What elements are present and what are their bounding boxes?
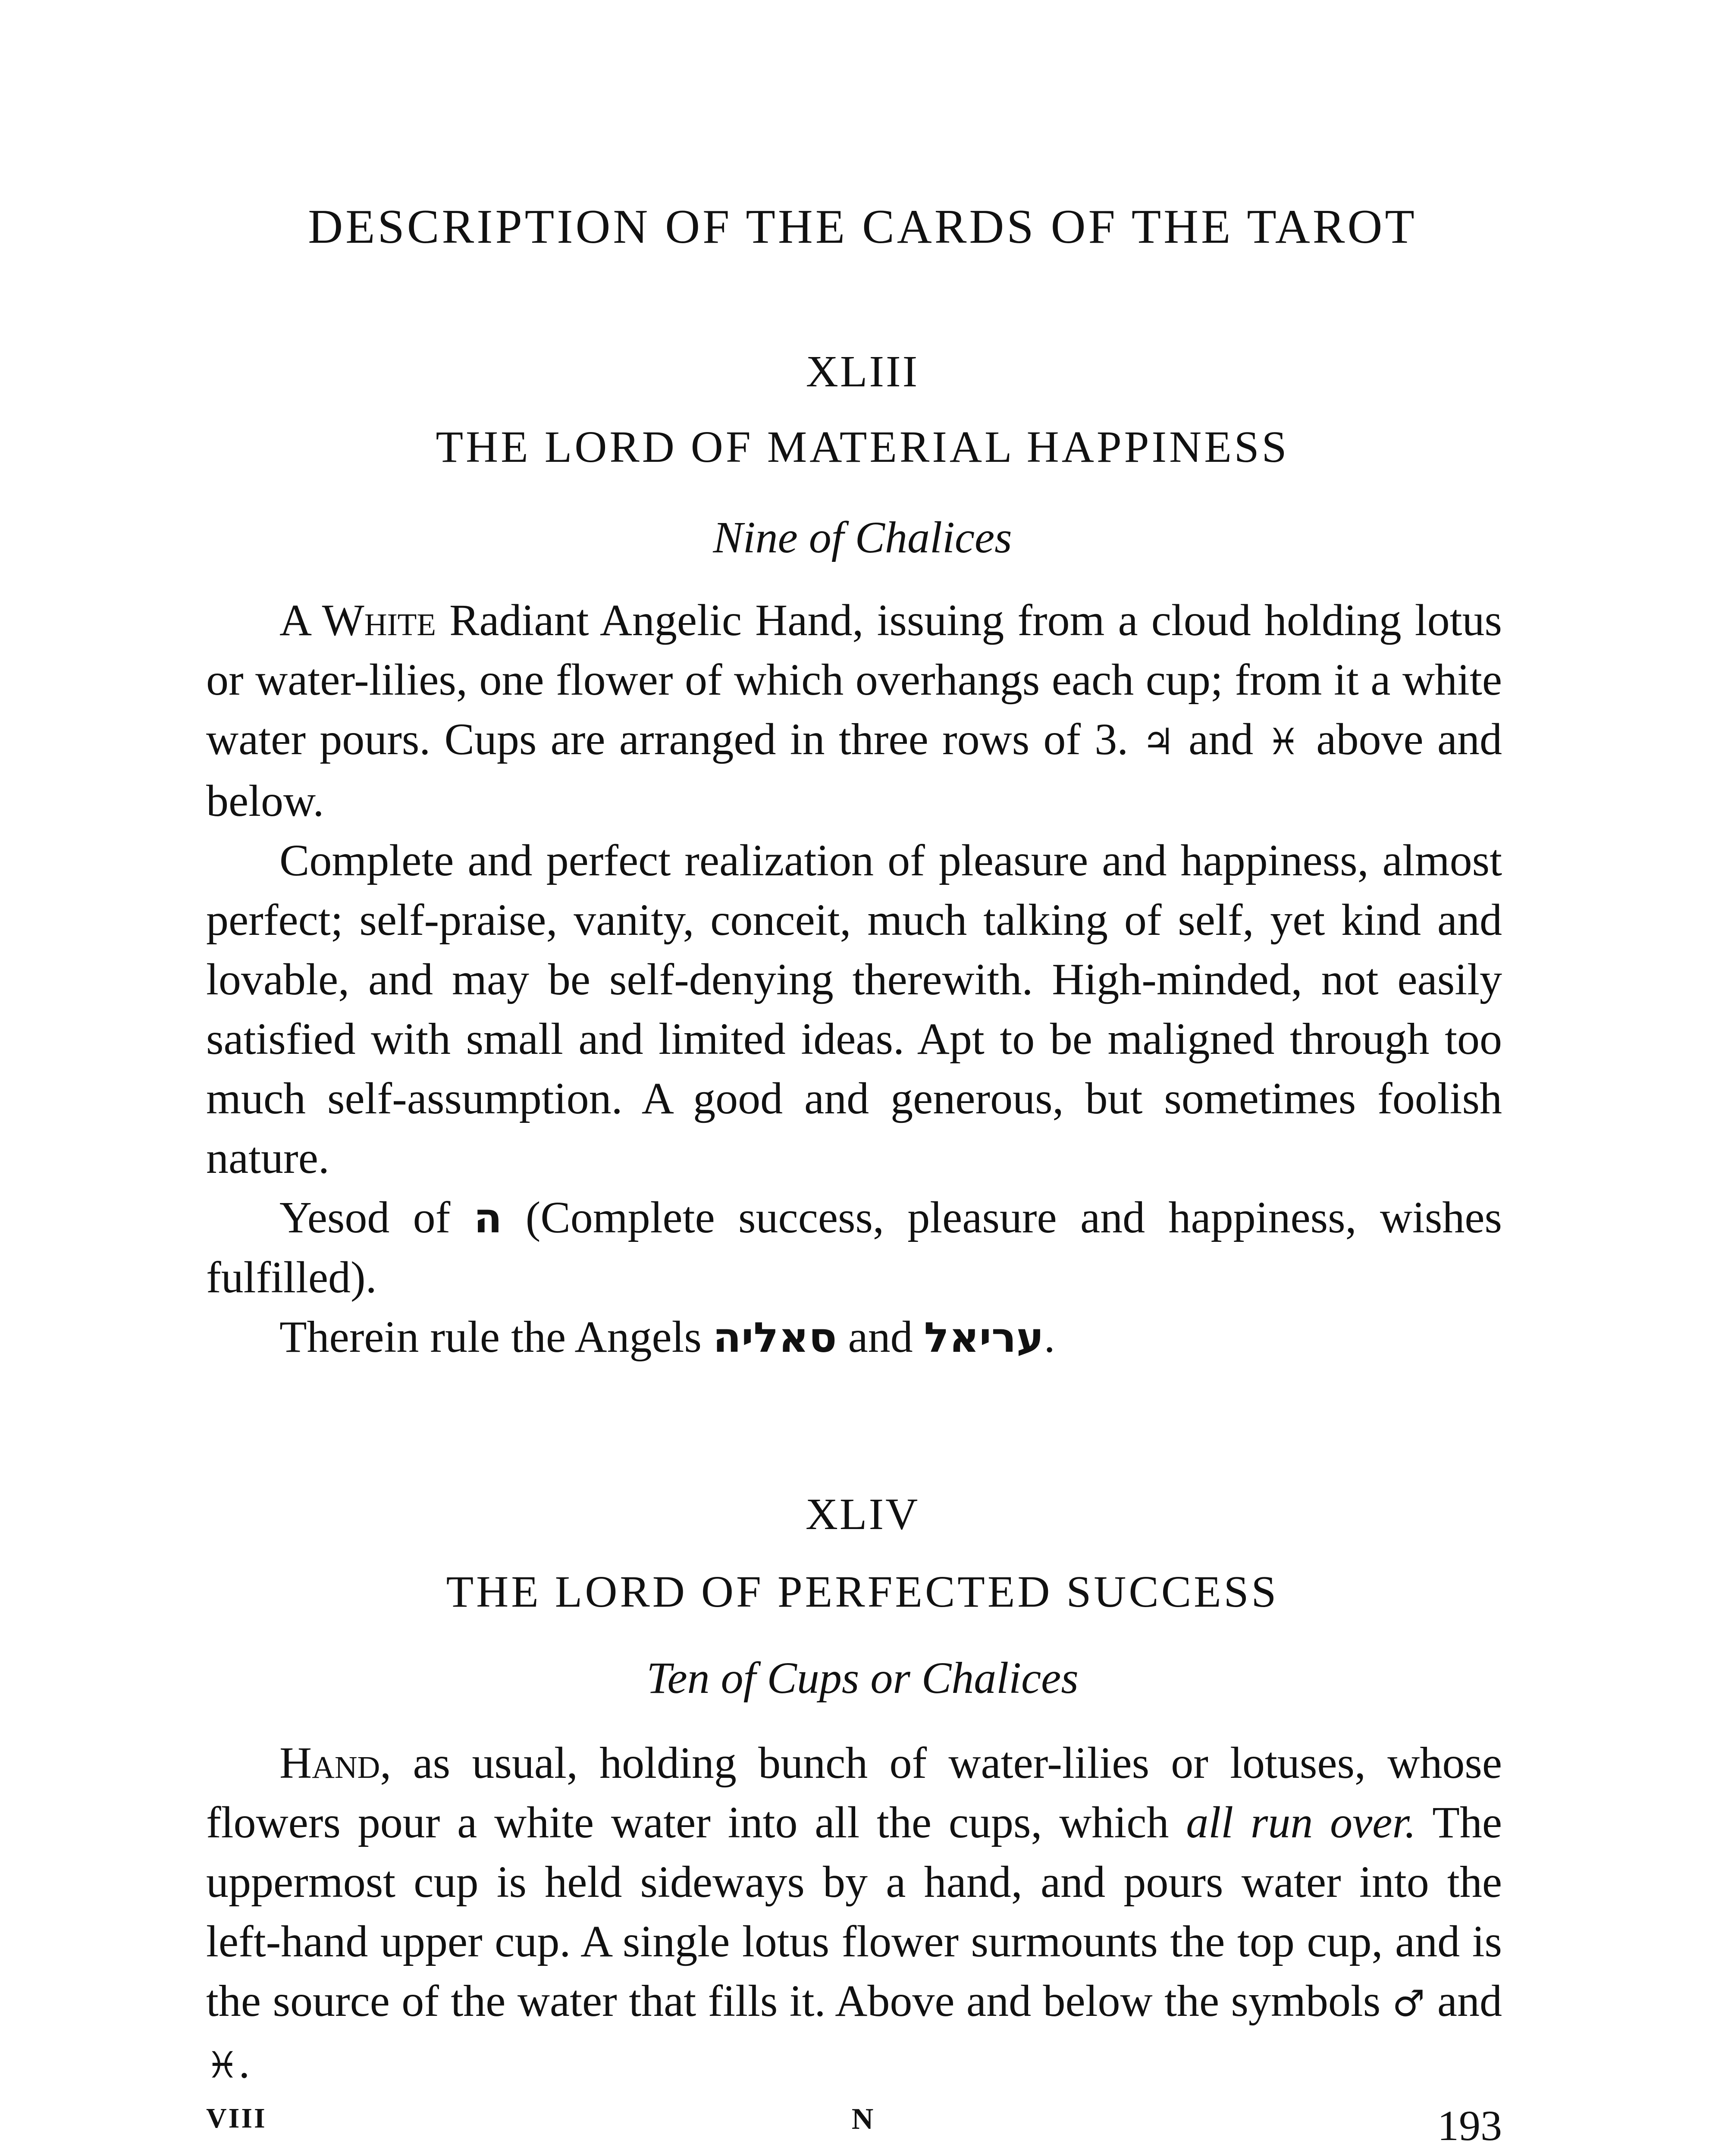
pisces-symbol-icon: ♓ (1267, 721, 1303, 763)
lead-words: A White (279, 595, 436, 645)
text: . (238, 2038, 250, 2087)
jupiter-symbol-icon: ♃ (1142, 721, 1175, 763)
text: and (1174, 714, 1267, 764)
text: Yesod of (279, 1193, 474, 1242)
text: as usual, holding bunch of water-lilies or lotuses, whose flowers pour a white water into all the cups, which (206, 1738, 1502, 1847)
page-number: 193 (1437, 2102, 1502, 2150)
text: Radiant Angelic Hand, issuing from a cloud holding lotus or water-lilies, one flower of which overhangs each cup; from it a white water pours. Cups are arranged in three rows of 3. (206, 595, 1502, 764)
sheet-letter: N (851, 2103, 874, 2136)
section2-body (206, 1733, 1502, 2095)
paragraph (206, 1307, 1502, 1367)
paragraph (206, 591, 1502, 831)
section-subtitle-nine-of-chalices: Nine of Chalices (713, 513, 1012, 562)
mars-symbol-icon: ♂ (1392, 1982, 1426, 2024)
text: above and below. (206, 714, 1502, 826)
section-numeral-xliii: XLIII (806, 347, 919, 396)
signature-mark: VIII (206, 2103, 267, 2134)
paragraph (206, 1733, 1502, 2095)
hebrew-letter-he: ה (474, 1194, 502, 1242)
text: . (1044, 1312, 1055, 1362)
running-head: DESCRIPTION OF THE CARDS OF THE TAROT (308, 200, 1417, 254)
emphasis: all run over. (1186, 1798, 1416, 1847)
paragraph: Complete and perfect realization of pleasure and happiness, almost perfect; self-praise, vanity, conceit, much talking of self, yet kind and lovable, and may be self-denying therewith. High-minded, not easily satisfied with small and limited ideas. Apt to be maligned through too much self-assumption. A good and generous, but sometimes foolish nature. (206, 836, 1502, 1183)
section-numeral-xliv: XLIV (805, 1489, 920, 1539)
text: and (837, 1312, 924, 1362)
pisces-symbol-icon: ♓ (206, 2044, 239, 2086)
paragraph (206, 1188, 1502, 1307)
section-title-perfected-success: THE LORD OF PERFECTED SUCCESS (446, 1567, 1279, 1617)
hebrew-angel-name-1: סאליה (713, 1313, 837, 1362)
text: and (1425, 1976, 1502, 2026)
text: The uppermost cup is held sideways by a hand, and pours water into the left-hand upper cup. A single lotus flower surmounts the top cup, and is the source of the water that fills it. Above and below the symbols (206, 1798, 1502, 2026)
lead-words: Hand, (279, 1738, 392, 1788)
text: Therein rule the Angels (279, 1312, 713, 1362)
hebrew-angel-name-2: עריאל (924, 1313, 1044, 1362)
section1-body (206, 591, 1502, 1367)
section-title-material-happiness: THE LORD OF MATERIAL HAPPINESS (436, 422, 1289, 472)
text: (Complete success, pleasure and happiness, wishes fulfilled). (206, 1193, 1502, 1302)
section-subtitle-ten-of-cups: Ten of Cups or Chalices (646, 1653, 1079, 1703)
